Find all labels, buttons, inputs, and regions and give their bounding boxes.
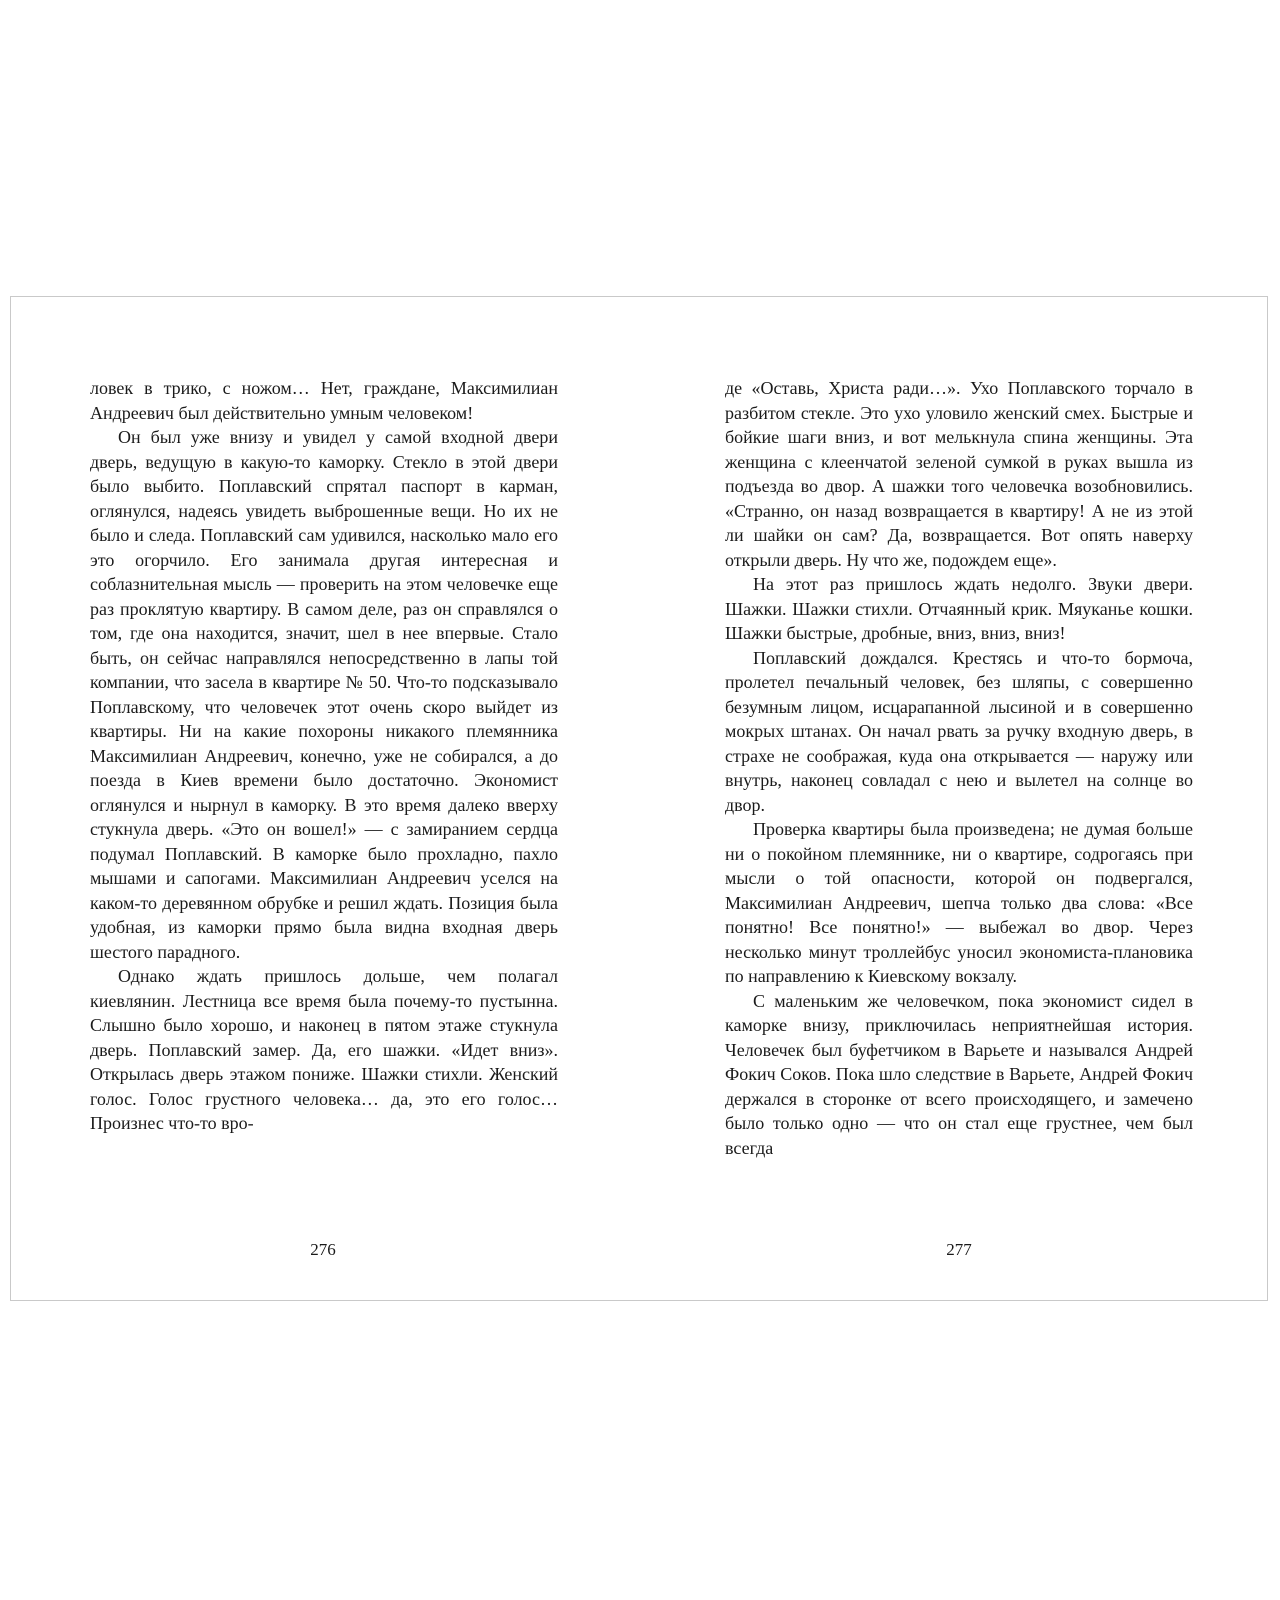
paragraph: С маленьким же человечком, пока экономист сидел в каморке внизу, приключилась неприятнейшая история. Человечек был буфетчиком в Варьете и назывался Андрей Фокич Соков. Пока шло следствие в Варьете, Андрей Фокич держался в сторонке от всего происходящего, и замечено было только одно — что он стал еще грустнее, чем был всегда: [725, 990, 1193, 1158]
book-spread: [10, 296, 1268, 1301]
paragraph: Поплавский дождался. Крестясь и что-то бормоча, пролетел печальный человек, без шляпы, с совершенно безумным лицом, исцарапанной лысиной и в совершенно мокрых штанах. Он начал рвать за ручку входную дверь, в страхе не соображая, куда она открывается — наружу или внутрь, наконец совладал с нею и вылетел на солнце во двор.: [725, 647, 1193, 815]
paragraph: На этот раз пришлось ждать недолго. Звуки двери. Шажки. Шажки стихли. Отчаянный крик. Мяуканье кошки. Шажки быстрые, дробные, вниз, вниз, вниз!: [725, 574, 1193, 643]
page-number-left: 276: [310, 1240, 336, 1259]
page-number-right: 277: [946, 1240, 972, 1259]
left-page-text: [90, 376, 558, 1136]
paragraph: де «Оставь, Христа ради…». Ухо Поплавского торчало в разбитом стекле. Это ухо уловило женский смех. Быстрые и бойкие шаги вниз, и вот мелькнула спина женщины. Эта женщина с клеенчатой зеленой сумкой в руках вышла из подъезда во двор. А шажки того человечка возобновились. «Странно, он назад возвращается в квартиру! А не из этой ли шайки он сам? Да, возвращается. Вот опять наверху открыли дверь. Ну что же, подождем еще».: [725, 378, 1193, 570]
right-page-text: [725, 376, 1193, 1160]
left-page: [90, 376, 558, 1136]
right-page: [725, 376, 1193, 1160]
paragraph: Однако ждать пришлось дольше, чем полагал киевлянин. Лестница все время была почему-то пустынна. Слышно было хорошо, и наконец в пятом этаже стукнула дверь. Поплавский замер. Да, его шажки. «Идет вниз». Открылась дверь этажом пониже. Шажки стихли. Женский голос. Голос грустного человека… да, это его голос… Произнес что-то вро-: [90, 966, 558, 1133]
paragraph: Он был уже внизу и увидел у самой входной двери дверь, ведущую в какую-то каморку. Стекло в этой двери было выбито. Поплавский спрятал паспорт в карман, оглянулся, надеясь увидеть выброшенные вещи. Но их не было и следа. Поплавский сам удивился, насколько мало его это огорчило. Его занимала другая интересная и соблазнительная мысль — проверить на этом человечке еще раз проклятую квартиру. В самом деле, раз он справлялся о том, где она находится, значит, шел в нее впервые. Стало быть, он сейчас направлялся непосредственно в лапы той компании, что засела в квартире № 50. Что-то подсказывало Поплавскому, что человечек этот очень скоро выйдет из квартиры. Ни на какие похороны никакого племянника Максимилиан Андреевич, конечно, уже не собирался, а до поезда в Киев времени было достаточно. Экономист оглянулся и нырнул в каморку. В это время далеко вверху стукнула дверь. «Это он вошел!» — с замиранием сердца подумал Поплавский. В каморке было прохладно, пахло мышами и сапогами. Максимилиан Андреевич уселся на каком-то деревянном обрубке и решил ждать. Позиция была удобная, из каморки прямо была видна входная дверь шестого парадного.: [90, 427, 558, 962]
paragraph: Проверка квартиры была произведена; не думая больше ни о покойном племяннике, ни о квартире, содрогаясь при мысли о той опасности, которой он подвергался, Максимилиан Андреевич, шепча только два слова: «Все понятно! Все понятно!» — выбежал во двор. Через несколько минут троллейбус уносил экономиста-плановика по направлению к Киевскому вокзалу.: [725, 819, 1193, 986]
paragraph: ловек в трико, с ножом… Нет, граждане, Максимилиан Андреевич был действительно умным человеком!: [90, 378, 558, 423]
